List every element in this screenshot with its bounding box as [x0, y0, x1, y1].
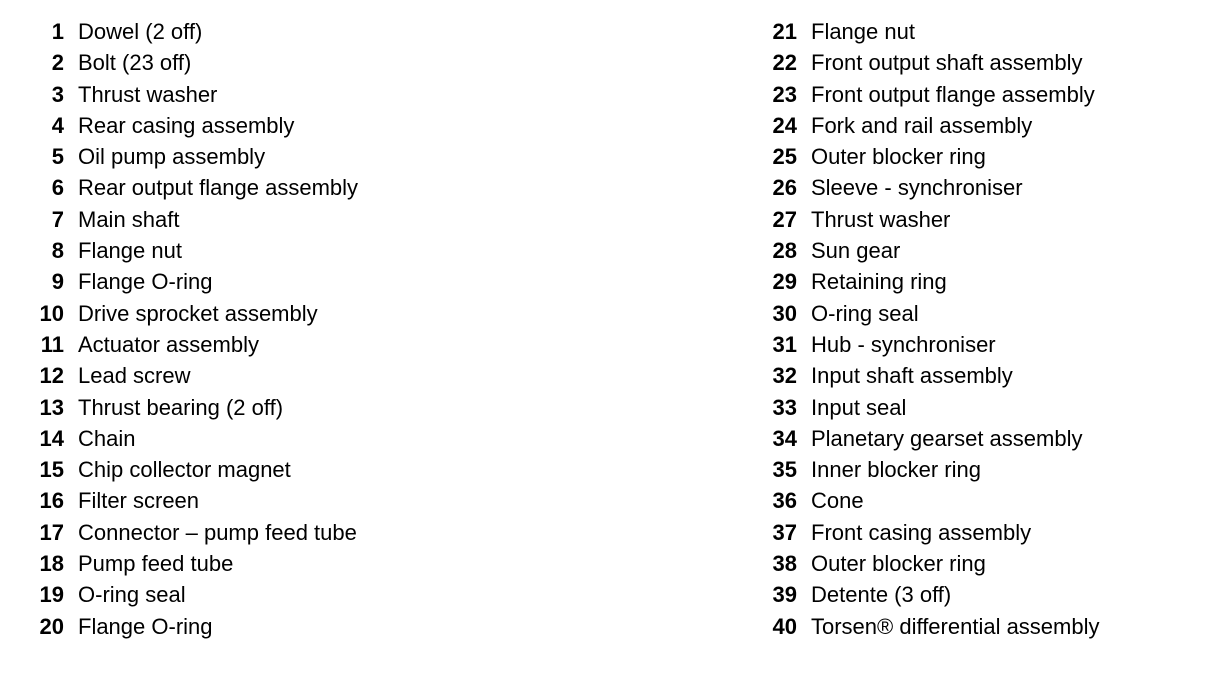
part-row: [753, 517, 1216, 548]
part-row: [753, 392, 1216, 423]
part-number: 15: [39, 457, 64, 483]
part-row: [20, 266, 580, 297]
part-number: 38: [772, 551, 797, 577]
part-number: 20: [39, 613, 64, 639]
part-row: [753, 141, 1216, 172]
part-row: [753, 360, 1216, 391]
part-row: [753, 329, 1216, 360]
part-description: Flange nut: [811, 19, 915, 44]
part-number: 29: [772, 269, 797, 295]
part-number: 17: [39, 519, 64, 545]
part-row: [20, 611, 580, 642]
part-description: Torsen® differential assembly: [811, 613, 1100, 639]
part-description: Rear casing assembly: [78, 112, 295, 138]
part-description: Thrust washer: [78, 81, 218, 107]
part-number: 21: [772, 19, 797, 44]
part-description: Outer blocker ring: [811, 551, 986, 577]
part-row: [753, 485, 1216, 516]
part-number: 32: [772, 363, 797, 389]
part-number: 4: [51, 112, 64, 138]
part-row: [753, 579, 1216, 610]
part-description: Retaining ring: [811, 269, 947, 295]
part-row: [20, 423, 580, 454]
part-row: [20, 360, 580, 391]
part-number: 31: [772, 331, 797, 357]
part-description: O-ring seal: [811, 300, 919, 326]
part-row: [753, 110, 1216, 141]
part-description: Outer blocker ring: [811, 144, 986, 170]
part-row: [20, 517, 580, 548]
part-number: 34: [772, 425, 797, 451]
part-description: Input shaft assembly: [811, 363, 1013, 389]
part-description: Flange O-ring: [78, 269, 213, 295]
part-description: Detente (3 off): [811, 582, 952, 608]
part-number: 16: [39, 488, 64, 514]
part-number: 10: [39, 300, 64, 326]
part-number: 39: [772, 582, 797, 608]
part-number: 33: [772, 394, 797, 420]
part-number: 36: [772, 488, 797, 514]
part-number: 12: [39, 363, 64, 389]
part-number: 13: [39, 394, 64, 420]
part-description: Hub - synchroniser: [811, 331, 996, 357]
part-description: Thrust washer: [811, 206, 951, 232]
part-row: [753, 79, 1216, 110]
part-number: 24: [772, 112, 797, 138]
part-number: 19: [39, 582, 64, 608]
parts-list-left-column: [20, 16, 580, 642]
part-row: [20, 172, 580, 203]
part-description: Fork and rail assembly: [811, 112, 1033, 138]
part-row: [20, 235, 580, 266]
part-row: [753, 204, 1216, 235]
part-row: [753, 16, 1216, 47]
part-number: 11: [40, 331, 64, 357]
part-number: 25: [772, 144, 797, 170]
part-description: Cone: [811, 488, 864, 514]
part-row: [20, 298, 580, 329]
part-number: 30: [772, 300, 797, 326]
part-number: 7: [51, 206, 64, 232]
part-description: Lead screw: [78, 363, 191, 389]
part-number: 28: [772, 238, 797, 264]
part-description: Connector – pump feed tube: [78, 519, 357, 545]
part-number: 35: [772, 457, 797, 483]
part-row: [753, 454, 1216, 485]
part-number: 6: [51, 175, 64, 201]
part-number: 3: [51, 81, 64, 107]
part-number: 26: [772, 175, 797, 201]
part-row: [20, 16, 580, 47]
part-row: [20, 110, 580, 141]
part-number: 22: [772, 50, 797, 76]
part-number: 5: [51, 144, 64, 170]
part-description: Front casing assembly: [811, 519, 1032, 545]
part-row: [753, 172, 1216, 203]
part-row: [20, 79, 580, 110]
part-description: Filter screen: [78, 488, 200, 514]
part-description: Sun gear: [811, 238, 901, 264]
part-row: [753, 423, 1216, 454]
part-description: Pump feed tube: [78, 551, 234, 577]
part-description: Chip collector magnet: [78, 457, 291, 483]
part-description: Bolt (23 off): [78, 50, 192, 76]
part-description: Front output flange assembly: [811, 81, 1095, 107]
part-row: [20, 141, 580, 172]
part-row: [753, 47, 1216, 78]
part-number: 1: [51, 19, 64, 44]
part-number: 2: [51, 50, 64, 76]
part-number: 40: [772, 613, 797, 639]
part-description: Planetary gearset assembly: [811, 425, 1083, 451]
part-description: Front output shaft assembly: [811, 50, 1083, 76]
part-row: [753, 298, 1216, 329]
part-description: Flange nut: [78, 238, 182, 264]
part-description: Chain: [78, 425, 136, 451]
part-row: [20, 47, 580, 78]
part-number: 23: [772, 81, 797, 107]
part-row: [20, 579, 580, 610]
part-number: 37: [772, 519, 797, 545]
part-description: Inner blocker ring: [811, 457, 981, 483]
part-description: Dowel (2 off): [78, 19, 203, 44]
part-description: Oil pump assembly: [78, 144, 266, 170]
part-description: Sleeve - synchroniser: [811, 175, 1023, 201]
part-number: 8: [51, 238, 64, 264]
part-number: 27: [772, 206, 797, 232]
part-number: 18: [39, 551, 64, 577]
part-row: [20, 548, 580, 579]
part-row: [753, 611, 1216, 642]
part-description: Flange O-ring: [78, 613, 213, 639]
part-description: Rear output flange assembly: [78, 175, 359, 201]
part-row: [20, 329, 580, 360]
part-number: 14: [39, 425, 64, 451]
part-row: [20, 485, 580, 516]
part-row: [20, 454, 580, 485]
part-row: [753, 548, 1216, 579]
part-description: Input seal: [811, 394, 907, 420]
part-description: Actuator assembly: [78, 331, 259, 357]
part-description: Thrust bearing (2 off): [78, 394, 284, 420]
part-description: Main shaft: [78, 206, 180, 232]
part-description: Drive sprocket assembly: [78, 300, 318, 326]
part-number: 9: [51, 269, 64, 295]
parts-list-right-column: [753, 16, 1216, 642]
part-description: O-ring seal: [78, 582, 186, 608]
part-row: [20, 204, 580, 235]
part-row: [753, 235, 1216, 266]
part-row: [753, 266, 1216, 297]
part-row: [20, 392, 580, 423]
